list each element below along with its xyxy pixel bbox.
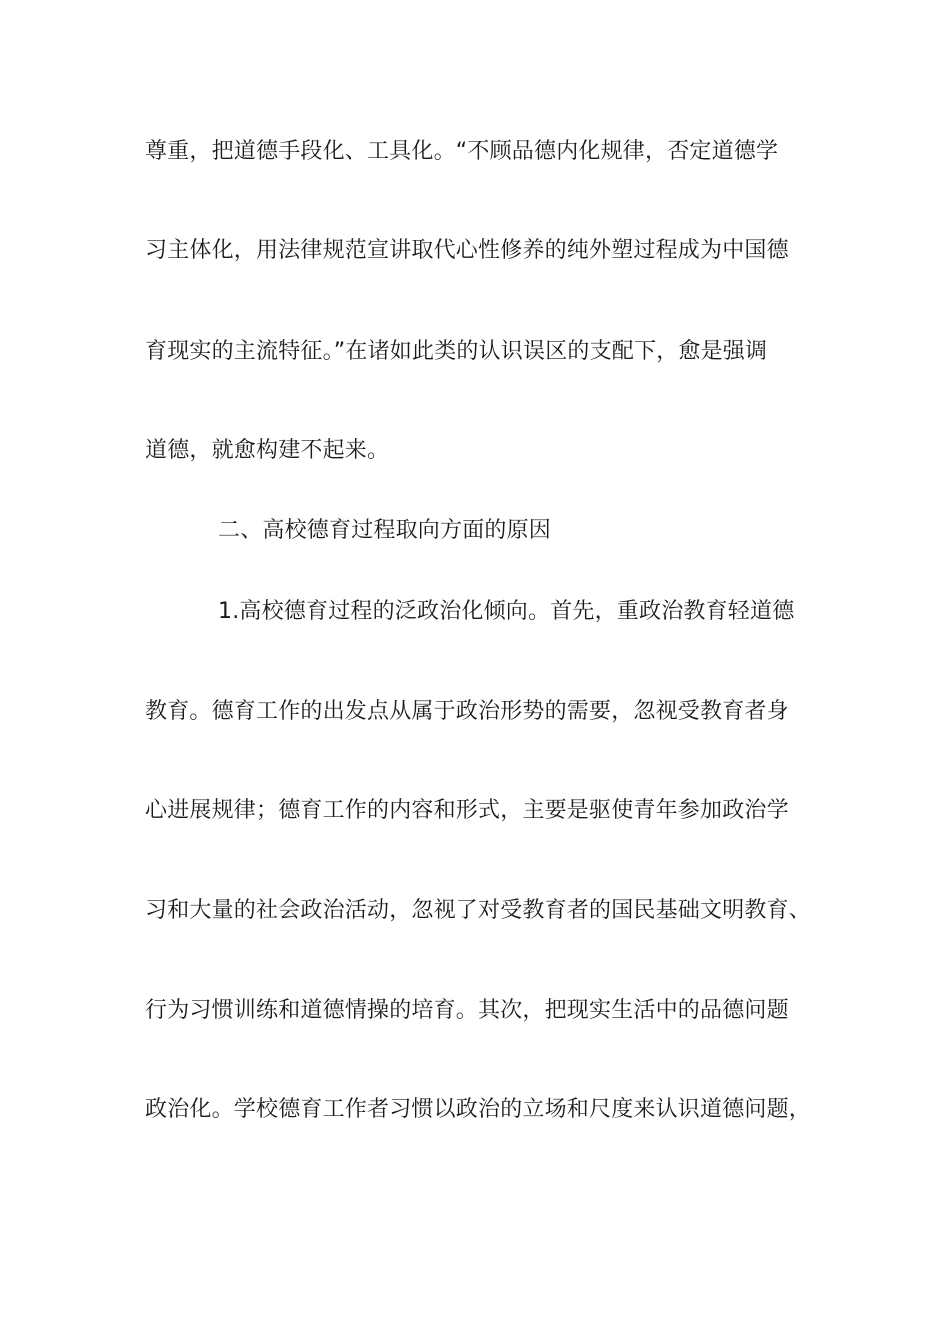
paragraph-line: 教育。德育工作的出发点从属于政治形势的需要，忽视受教育者身: [145, 699, 789, 724]
paragraph-line: 习和大量的社会政治活动，忽视了对受教育者的国民基础文明教育、: [145, 898, 812, 923]
section-heading: 二、高校德育过程取向方面的原因: [218, 518, 552, 543]
paragraph-line: 尊重，把道德手段化、工具化。“不顾品德内化规律，否定道德学: [145, 139, 779, 164]
paragraph-line: 心进展规律；德育工作的内容和形式，主要是驱使青年参加政治学: [145, 798, 789, 823]
paragraph-line: 道德，就愈构建不起来。: [145, 438, 390, 463]
paragraph-line: 行为习惯训练和道德情操的培育。其次，把现实生活中的品德问题: [145, 998, 789, 1023]
paragraph-line: 1.高校德育过程的泛政治化倾向。首先，重政治教育轻道德: [218, 599, 795, 624]
paragraph-line: 政治化。学校德育工作者习惯以政治的立场和尺度来认识道德问题，: [145, 1097, 812, 1122]
paragraph-line: 育现实的主流特征。”在诸如此类的认识误区的支配下，愈是强调: [145, 339, 768, 364]
paragraph-line: 习主体化，用法律规范宣讲取代心性修养的纯外塑过程成为中国德: [145, 238, 789, 263]
